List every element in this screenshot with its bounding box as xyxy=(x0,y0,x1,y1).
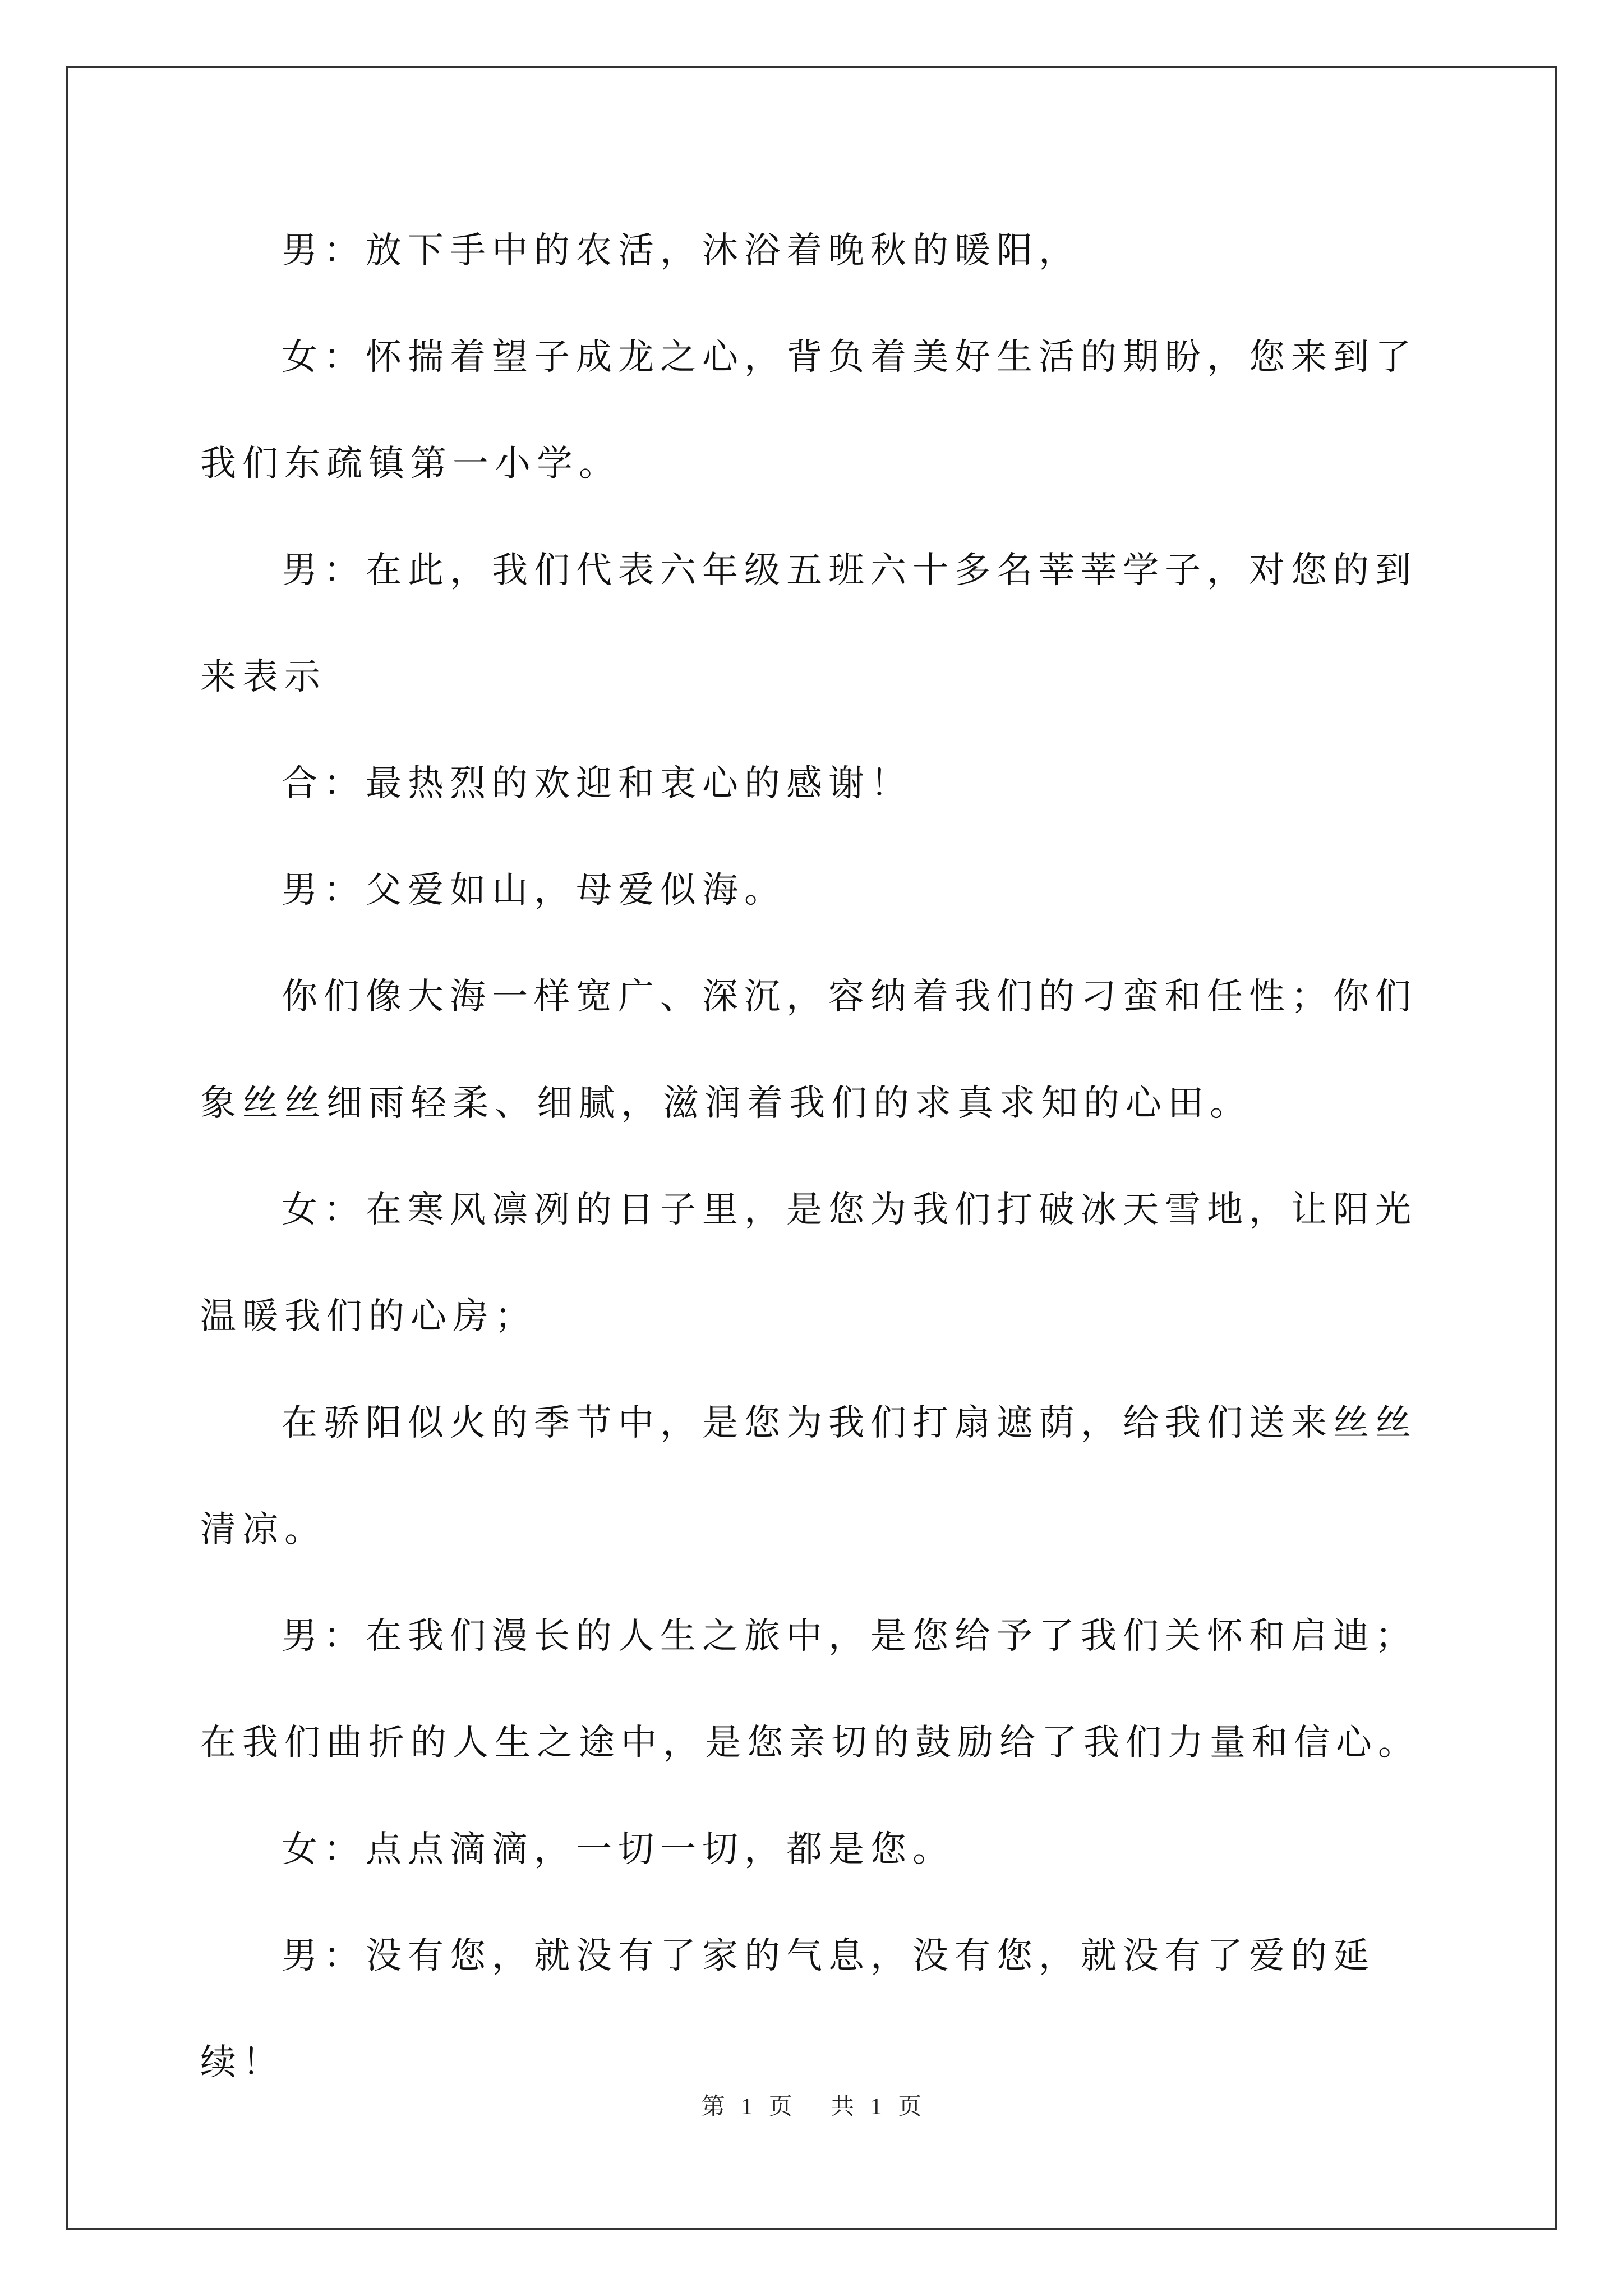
paragraph-8: 在骄阳似火的季节中，是您为我们打扇遮荫，给我们送来丝丝清凉。 xyxy=(200,1402,1417,1550)
paragraph-1: 男：放下手中的农活，沐浴着晚秋的暖阳， xyxy=(282,230,1081,272)
paragraph-6: 你们像大海一样宽广、深沉，容纳着我们的刁蛮和任性；你们象丝丝细雨轻柔、细腻，滋润着我们的求真求知的心田。 xyxy=(200,976,1417,1124)
paragraph-3: 男：在此，我们代表六年级五班六十多名莘莘学子，对您的到来表示 xyxy=(200,550,1417,698)
paragraph-9: 男：在我们漫长的人生之旅中，是您给予了我们关怀和启迪；在我们曲折的人生之途中，是您亲切的鼓励给了我们力量和信心。 xyxy=(200,1616,1420,1764)
paragraph-2: 女：怀揣着望子成龙之心，背负着美好生活的期盼，您来到了我们东疏镇第一小学。 xyxy=(200,337,1417,485)
paragraph-7: 女：在寒风凛冽的日子里，是您为我们打破冰天雪地，让阳光温暖我们的心房； xyxy=(200,1189,1417,1337)
page-total: 共 1 页 xyxy=(831,2094,922,2120)
paragraph-5: 男：父爱如山，母爱似海。 xyxy=(282,869,786,911)
paragraph-4: 合：最热烈的欢迎和衷心的感谢！ xyxy=(282,763,912,804)
paragraph-11: 男：没有您，就没有了家的气息，没有您，就没有了爱的延续！ xyxy=(200,1935,1375,2083)
paragraph-10: 女：点点滴滴，一切一切，都是您。 xyxy=(282,1829,955,1870)
page-footer xyxy=(0,2088,1623,2122)
page-number: 第 1 页 xyxy=(701,2094,792,2120)
